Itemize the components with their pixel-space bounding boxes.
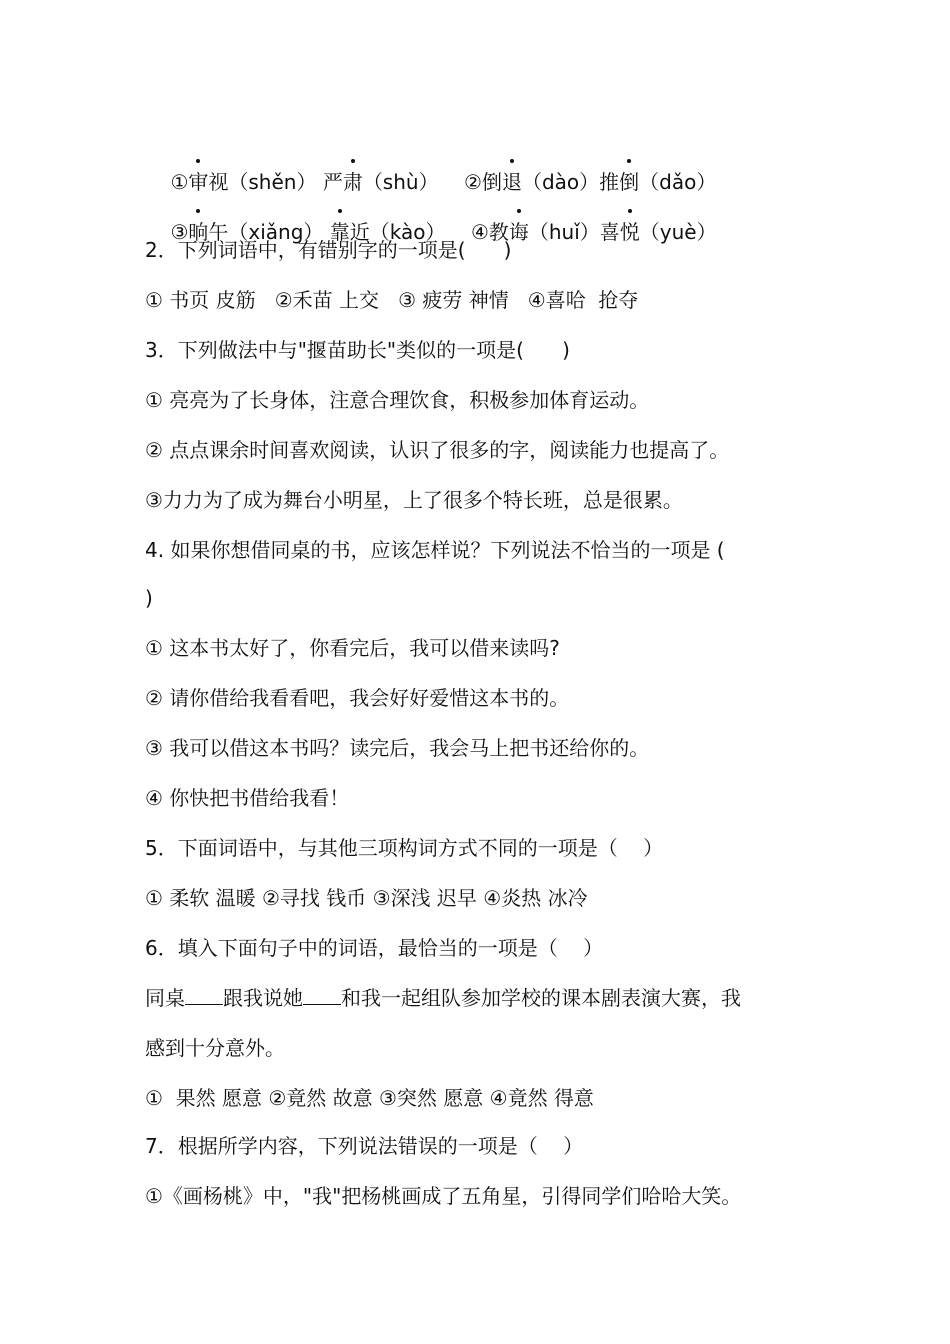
question-6-options: ① 果然 愿意 ②竟然 故意 ③突然 愿意 ④竟然 得意	[145, 1086, 594, 1110]
option-number: ②	[464, 170, 482, 194]
pinyin: （yuè）	[639, 220, 717, 244]
question-7: 7．根据所学内容，下列说法错误的一项是（ ）	[145, 1134, 584, 1158]
word: 倒退	[481, 170, 522, 194]
question-4-continuation: )	[145, 586, 153, 610]
option-number: ④	[470, 220, 489, 244]
word: 靠近	[329, 220, 370, 244]
dotted-char: 审	[188, 170, 209, 194]
question-4-option-2: ② 请你借给我看看吧，我会好好爱惜这本书的。	[145, 686, 570, 710]
question-5: 5．下面词语中，与其他三项构词方式不同的一项是（ ）	[145, 836, 664, 860]
question-6-sentence-line-1: 同桌 跟我说她 和我一起组队参加学校的课本剧表演大赛，我	[145, 986, 741, 1010]
word: 教诲	[488, 220, 529, 244]
dotted-char: 倒	[619, 170, 640, 194]
pinyin: （shù）	[362, 170, 439, 194]
dotted-char: 悦	[619, 220, 640, 244]
question-4-option-3: ③ 我可以借这本书吗？读完后，我会马上把书还给你的。	[145, 736, 650, 760]
word: 喜悦	[599, 220, 640, 244]
word: 审视	[188, 170, 229, 194]
question-2-options: ① 书页 皮筋 ②禾苗 上交 ③ 疲劳 神情 ④喜哈 抢夺	[145, 288, 639, 312]
fill-blank-2[interactable]	[303, 986, 341, 1005]
word: 严肃	[322, 170, 363, 194]
pinyin: （dǎo）	[639, 170, 717, 194]
word: 晌午	[188, 220, 229, 244]
question-6-sentence-line-2: 感到十分意外。	[145, 1036, 285, 1060]
pinyin: （xiǎng）	[228, 220, 324, 244]
option-number: ①	[170, 170, 189, 194]
pinyin: （kào）	[369, 220, 446, 244]
question-6: 6．填入下面句子中的词语，最恰当的一项是（ ）	[145, 936, 604, 960]
dotted-char: 诲	[508, 220, 529, 244]
question-7-option-1: ①《画杨桃》中，"我"把杨桃画成了五角星，引得同学们哈哈大笑。	[145, 1184, 742, 1208]
pinyin: （shěn）	[228, 170, 317, 194]
dotted-char: 靠	[329, 220, 350, 244]
dotted-char: 晌	[188, 220, 209, 244]
question-4-option-1: ① 这本书太好了，你看完后，我可以借来读吗?	[145, 636, 560, 660]
question-4: 4. 如果你想借同桌的书，应该怎样说？下列说法不恰当的一项是 (	[145, 538, 725, 562]
pinyin: （huǐ）	[528, 220, 600, 244]
question-3-option-3: ③力力为了成为舞台小明星，上了很多个特长班，总是很累。	[145, 488, 683, 512]
word: 推倒	[599, 170, 640, 194]
question-4-option-4: ④ 你快把书借给我看！	[145, 786, 350, 810]
fill-blank-1[interactable]	[185, 986, 223, 1005]
question-3-option-2: ② 点点课余时间喜欢阅读，认识了很多的字，阅读能力也提高了。	[145, 438, 730, 462]
question-2: 2．下列词语中，有错别字的一项是( )	[145, 238, 512, 262]
question-5-options: ① 柔软 温暖 ②寻找 钱币 ③深浅 迟早 ④炎热 冰冷	[145, 886, 588, 910]
dotted-char: 肃	[342, 170, 363, 194]
pinyin: （dào）	[521, 170, 600, 194]
question-3: 3．下列做法中与"揠苗助长"类似的一项是( )	[145, 338, 570, 362]
option-number: ③	[170, 220, 189, 244]
question-3-option-1: ① 亮亮为了长身体，注意合理饮食，积极参加体育运动。	[145, 388, 650, 412]
dotted-char: 退	[501, 170, 522, 194]
